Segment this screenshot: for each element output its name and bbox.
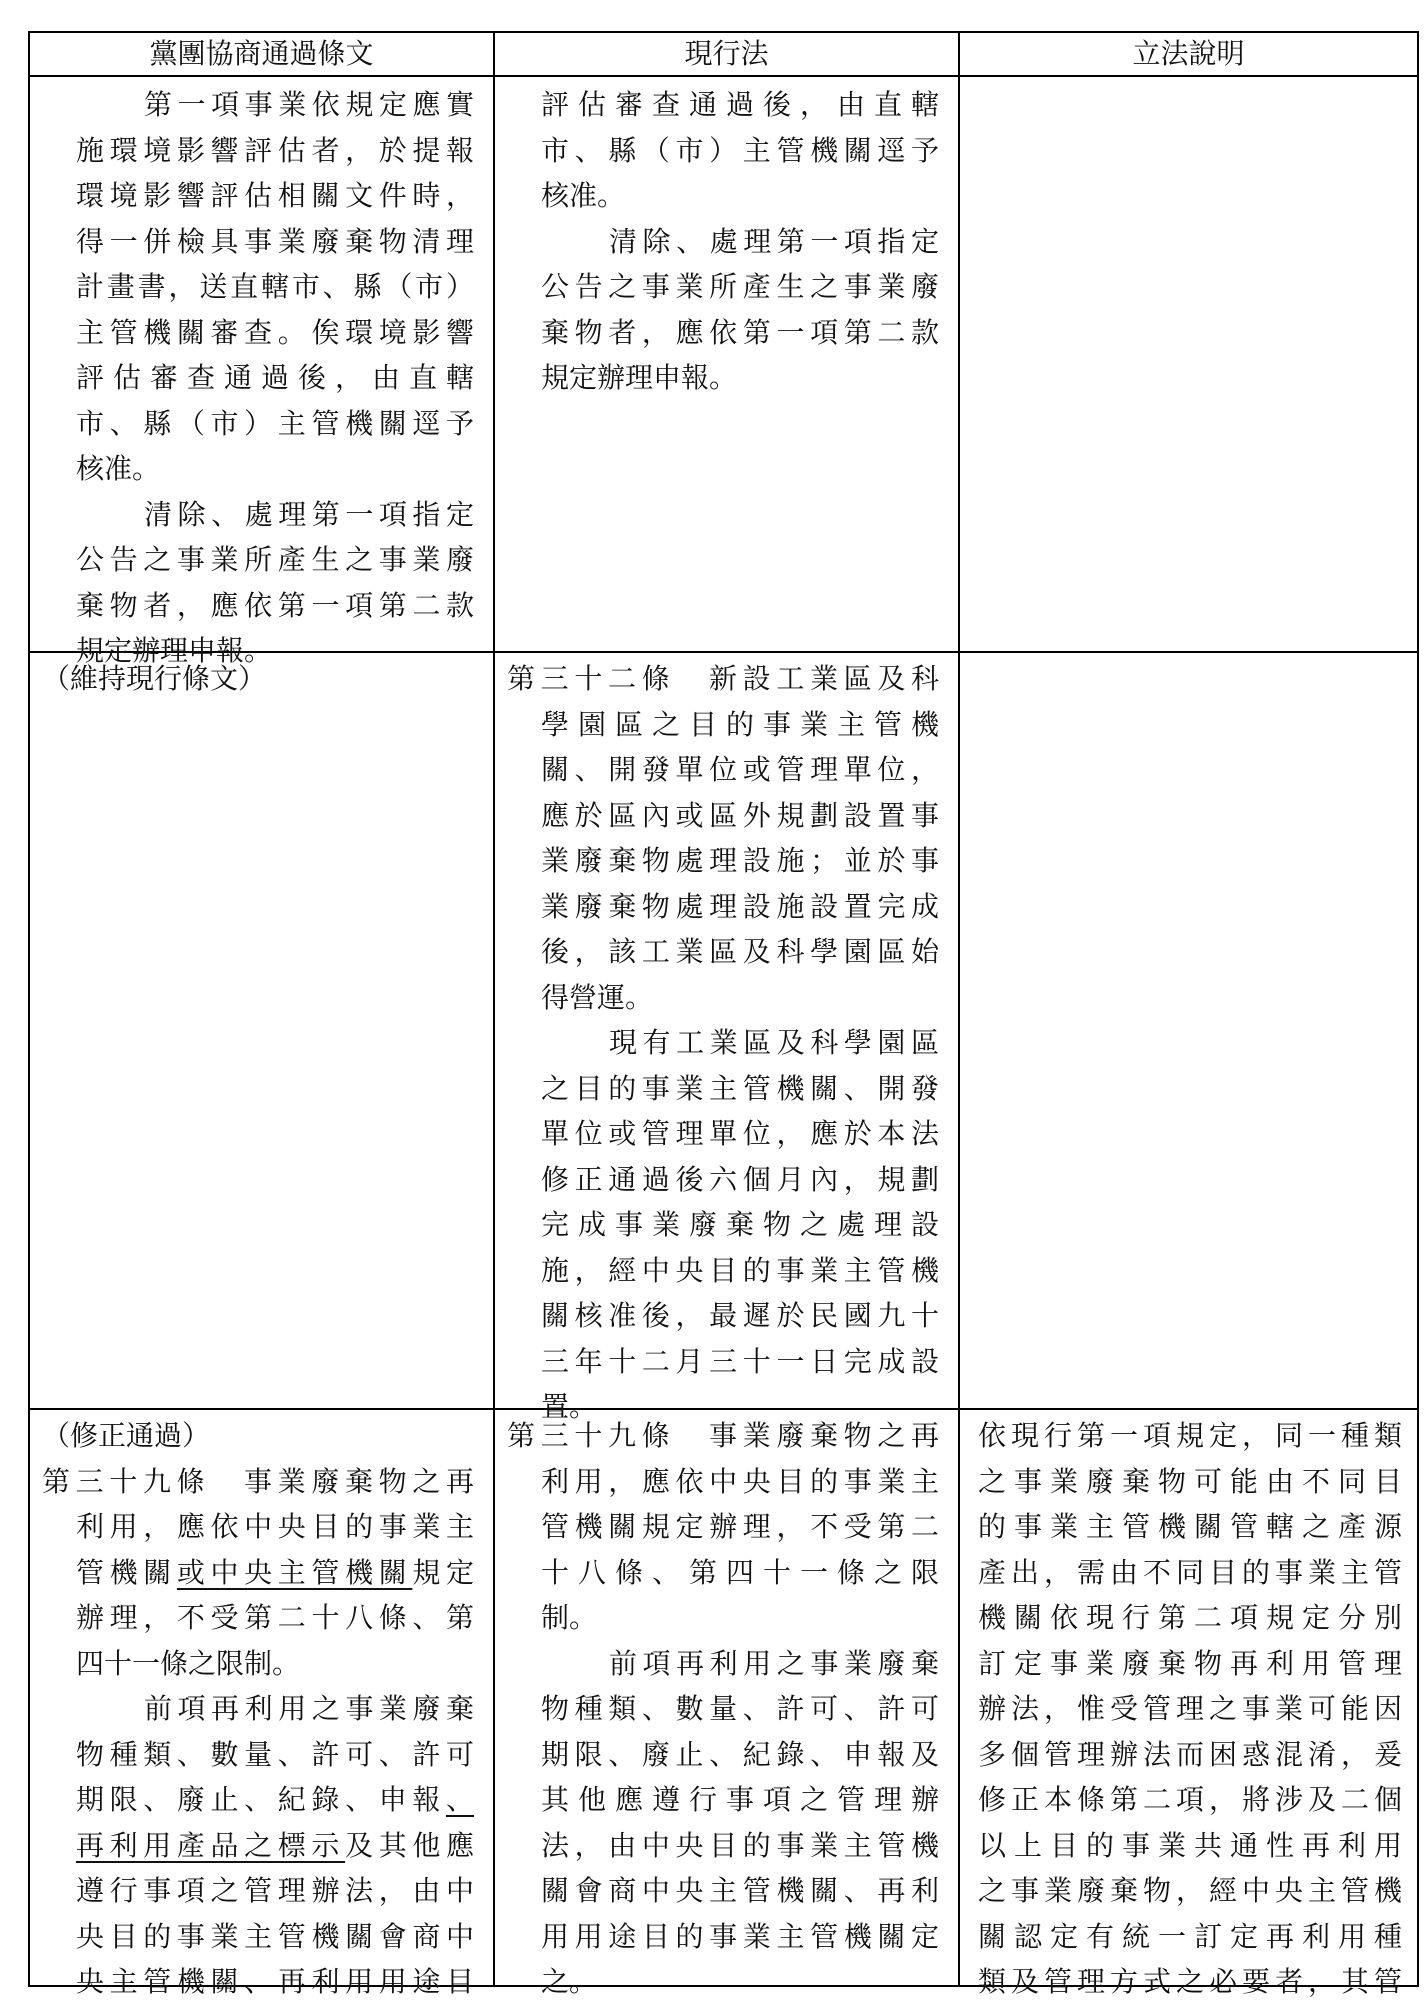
table-right-border xyxy=(1417,31,1419,1987)
text-line: 施，經中央目的事業主管機 xyxy=(541,1253,939,1287)
text-line: 市、縣（市）主管機關逕予 xyxy=(76,406,474,440)
header-col-explanation: 立法說明 xyxy=(1132,37,1245,70)
text-line: 完成事業廢棄物之處理設 xyxy=(541,1208,939,1241)
text-line: 關會商中央主管機關、再利 xyxy=(541,1874,939,1907)
text-line: 的事業主管機關管轄之產源 xyxy=(978,1510,1402,1543)
text-line: 學園區之目的事業主管機 xyxy=(541,707,939,741)
text-line: 核准。 xyxy=(76,452,161,485)
text-line: 公告之事業所產生之事業廢 xyxy=(541,270,939,303)
text-line: 十八條、第四十一條之限 xyxy=(541,1555,939,1589)
text-line: 利用，應依中央目的事業主 xyxy=(76,1510,474,1543)
text-line: 主管機關審查。俟環境影響 xyxy=(76,315,474,349)
text-line: 修正通過後六個月內，規劃 xyxy=(541,1162,939,1196)
text-line: 業廢棄物處理設施；並於事 xyxy=(541,844,939,877)
row-2-amended-text xyxy=(42,656,474,702)
amended-text-segment: 或中央主管機關 xyxy=(176,1555,413,1589)
text-line: 法，由中央目的事業主管機 xyxy=(541,1828,939,1862)
text-line: 之事業廢棄物，經中央主管機 xyxy=(978,1874,1402,1907)
text-line: 多個管理辦法而困惑混淆，爰 xyxy=(978,1737,1402,1771)
text-line: 施環境影響評估者，於提報 xyxy=(76,133,474,167)
text-line: 遵行事項之管理辦法，由中 xyxy=(76,1874,474,1907)
row-3-explanation xyxy=(978,1413,1402,2005)
text-line xyxy=(76,1550,474,1596)
text-line: 市、縣（市）主管機關逕予 xyxy=(541,133,939,167)
text-line: 業廢棄物處理設施設置完成 xyxy=(541,889,939,923)
text-line: 辦理，不受第二十八條、第 xyxy=(76,1601,474,1634)
row-3-amended-text xyxy=(42,1413,474,2005)
text-line: 類及管理方式之必要者，其管 xyxy=(978,1965,1402,1998)
text-line: 公告之事業所產生之事業廢 xyxy=(76,543,474,576)
text-line: 管機關規定辦理，不受第二 xyxy=(541,1510,939,1543)
text-line: 訂定事業廢棄物再利用管理 xyxy=(978,1646,1402,1680)
text-line: 物種類、數量、許可、許可 xyxy=(541,1692,939,1725)
amended-text-segment: 再利用產品之標示 xyxy=(76,1828,346,1862)
table-left-border xyxy=(28,31,30,1987)
text-line: （維持現行條文） xyxy=(42,662,267,695)
text-line: 環境影響評估相關文件時， xyxy=(76,179,474,212)
text-line: 前項再利用之事業廢棄 xyxy=(144,1692,474,1725)
text-line: 前項再利用之事業廢棄 xyxy=(609,1646,939,1680)
column-divider-2 xyxy=(958,31,960,1987)
header-col-current-law: 現行法 xyxy=(684,37,769,70)
text-line: 得一併檢具事業廢棄物清理 xyxy=(76,224,474,258)
text-line: 得營運。 xyxy=(541,980,654,1014)
text-line: 評估審查通過後，由直轄 xyxy=(76,361,474,394)
text-line: 四十一條之限制。 xyxy=(76,1646,301,1680)
text-line: 清除、處理第一項指定 xyxy=(144,497,474,531)
text-line: 棄物者，應依第一項第二款 xyxy=(541,315,939,349)
text-line: 後，該工業區及科學園區始 xyxy=(541,935,939,968)
header-divider xyxy=(28,75,1419,77)
text-line: 應於區內或區外規劃設置事 xyxy=(541,798,939,832)
text-line: 之目的事業主管機關、開發 xyxy=(541,1071,939,1105)
row-3-current-law xyxy=(507,1413,939,2005)
text-line: 第三十九條 事業廢棄物之再 xyxy=(507,1419,939,1452)
text-segment: 及其他應 xyxy=(345,1828,474,1862)
text-line: 清除、處理第一項指定 xyxy=(609,224,939,258)
text-segment: 管機關 xyxy=(76,1555,177,1589)
amended-text-segment: 、 xyxy=(445,1783,474,1816)
text-line: 關、開發單位或管理單位， xyxy=(541,753,939,786)
text-line: 依現行第一項規定，同一種類 xyxy=(978,1419,1402,1452)
text-line: 現有工業區及科學園區 xyxy=(609,1026,939,1059)
text-line: 第三十九條 事業廢棄物之再 xyxy=(42,1464,474,1498)
text-line: 其他應遵行事項之管理辦 xyxy=(541,1783,939,1816)
text-line: 期限、廢止、紀錄、申報及 xyxy=(541,1737,939,1771)
text-line: 棄物者，應依第一項第二款 xyxy=(76,588,474,622)
text-line: 關認定有統一訂定再利用種 xyxy=(978,1919,1402,1953)
column-divider-1 xyxy=(493,31,495,1987)
text-line: 以上目的事業共通性再利用 xyxy=(978,1828,1402,1862)
text-line: 第一項事業依規定應實 xyxy=(144,88,474,121)
text-segment: 規定 xyxy=(412,1555,474,1589)
text-line: 之事業廢棄物可能由不同目 xyxy=(978,1464,1402,1498)
text-line xyxy=(76,1823,474,1869)
text-line: 置。 xyxy=(541,1390,598,1423)
text-segment: 期限、廢止、紀錄、申報 xyxy=(76,1783,446,1816)
text-line: 規定辦理申報。 xyxy=(541,361,738,394)
text-line: 三年十二月三十一日完成設 xyxy=(541,1344,939,1378)
text-line: 單位或管理單位，應於本法 xyxy=(541,1117,939,1150)
row-1-amended-text xyxy=(76,82,474,674)
text-line: 物種類、數量、許可、許可 xyxy=(76,1737,474,1771)
text-line: 央目的事業主管機關會商中 xyxy=(76,1919,474,1953)
text-line: 機關依現行第二項規定分別 xyxy=(978,1601,1402,1634)
text-line: 制。 xyxy=(541,1601,598,1634)
text-line: 辦法，惟受管理之事業可能因 xyxy=(978,1692,1402,1725)
text-line xyxy=(76,1777,474,1823)
row-1-current-law xyxy=(541,82,939,401)
text-line: 修正本條第二項，將涉及二個 xyxy=(978,1783,1402,1816)
text-line: 利用，應依中央目的事業主 xyxy=(541,1464,939,1498)
text-line: 產出，需由不同目的事業主管 xyxy=(978,1555,1402,1589)
text-line: 關核准後，最遲於民國九十 xyxy=(541,1299,939,1332)
text-line: 評估審查通過後，由直轄 xyxy=(541,88,939,121)
text-line: 用用途目的事業主管機關定 xyxy=(541,1919,939,1953)
header-col-amended-text: 黨團協商通過條文 xyxy=(149,37,374,70)
text-line: （修正通過） xyxy=(42,1419,211,1452)
text-line: 央主管機關、再利用用途目 xyxy=(76,1965,474,1998)
text-line: 第三十二條 新設工業區及科 xyxy=(507,662,939,695)
table-top-border xyxy=(28,31,1419,33)
text-line: 計畫書，送直轄市、縣（市） xyxy=(76,270,474,303)
text-line: 規定辦理申報。 xyxy=(76,634,273,667)
text-line: 核准。 xyxy=(541,179,626,212)
text-line: 之。 xyxy=(541,1965,598,1998)
row-2-current-law xyxy=(507,656,939,1430)
